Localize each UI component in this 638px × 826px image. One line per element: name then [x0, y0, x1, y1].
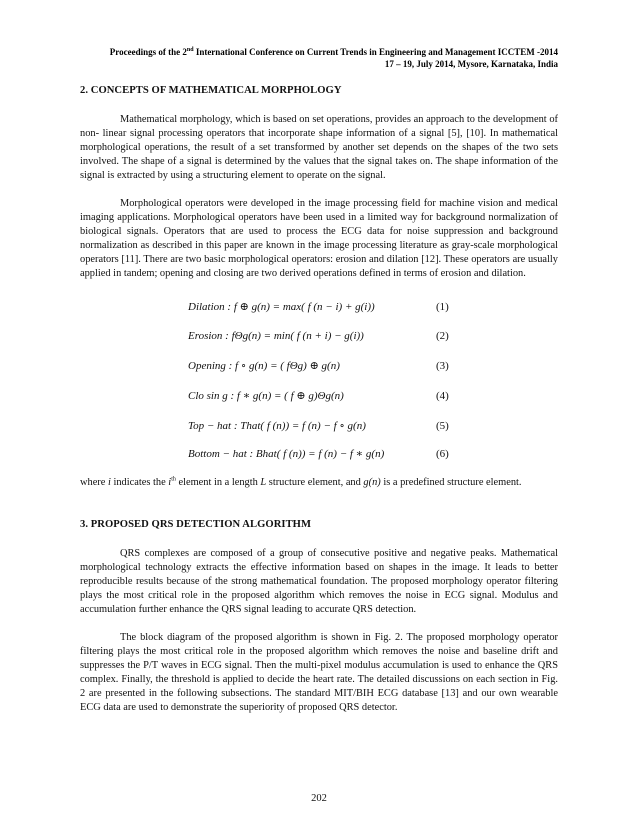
equation-number: (1) — [436, 301, 449, 313]
equation-dilation — [188, 300, 450, 314]
equation-erosion-text: Erosion : fΘg(n) = min( f (n + i) − g(i)) — [188, 330, 364, 342]
section-3-paragraph-2-text: The block diagram of the proposed algorithm is shown in Fig. 2. The proposed morphology operator filtering plays the most critical role in the proposed algorithm which removes the noise and baseline drift and suppresses the P/T waves in ECG signal. Then the multi-pixel modulus accumulation is used to enhance the QRS complex. Finally, the threshold is applied to decide the heart rate. The detailed discussions on each section in Fig. 2 are presented in the following subsections. The standard MIT/BIH ECG database [13] and our own wearable ECG data are used to demonstrate the superiority of proposed QRS detector. — [80, 632, 558, 714]
equation-bottom-hat-text: Bottom − hat : Bhat( f (n)) = f (n) − f ∗ g(n) — [188, 448, 385, 460]
equation-opening — [188, 359, 450, 373]
section-2-paragraph-2 — [80, 197, 558, 281]
equation-dilation-text: Dilation : f ⊕ g(n) = max( f (n − i) + g(i)) — [188, 301, 375, 313]
header-ordinal-suffix: nd — [186, 47, 194, 53]
equation-number: (4) — [436, 390, 449, 402]
section-3-paragraph-2 — [80, 631, 558, 715]
header-line-2: 17 – 19, July 2014, Mysore, Karnataka, India — [384, 59, 558, 69]
equation-number: (5) — [436, 420, 449, 432]
equation-number: (3) — [436, 360, 449, 372]
section-3-paragraph-1 — [80, 547, 558, 617]
equation-closing-text: Clo sin g : f ∗ g(n) = ( f ⊕ g)Θg(n) — [188, 390, 344, 402]
equation-erosion — [188, 329, 450, 343]
equation-closing — [188, 389, 450, 403]
header-line-1-text: Proceedings of the 2 — [109, 47, 187, 57]
equation-opening-text: Opening : f ∘ g(n) = ( fΘg) ⊕ g(n) — [188, 360, 340, 372]
running-header — [80, 46, 558, 70]
equation-top-hat-text: Top − hat : That( f (n)) = f (n) − f ∘ g(n) — [188, 420, 366, 432]
equation-bottom-hat — [188, 447, 450, 461]
section-2-heading: 2. CONCEPTS OF MATHEMATICAL MORPHOLOGY — [80, 85, 342, 96]
equation-explanation: where i indicates the $i^{th}$ element in a length L structure element, and g(n) is a predefined structure element. — [80, 476, 522, 488]
header-line-1-rest: International Conference on Current Trends in Engineering and Management ICCTEM -2014 — [193, 47, 558, 57]
header-line-1 — [80, 46, 558, 58]
section-2-paragraph-1-text: Mathematical morphology, which is based on set operations, provides an approach to the development of non- linear signal processing operators that incorporate shape information of a signal [5], [10]. In mathematical morphological operations, the result of a set transformed by another set depends on the shapes of the two sets involved. The shape of a signal is determined by the values that the signal takes on. The shape information of the signal is extracted by using a structuring element to operate on the signal. — [80, 114, 558, 182]
section-2-paragraph-2-text: Morphological operators were developed in the image processing field for machine vision and medical imaging applications. Morphological operators have been used in a limited way for background normalization of biological signals. Operators that are used to process the ECG data for noise suppression and background normalization as described in this paper are known in the image processing literature as gray-scale morphological operators [11]. There are two basic morphological operators: erosion and dilation [12]. These operators are usually applied in tandem; opening and closing are two derived operations defined in terms of erosion and dilation. — [80, 198, 558, 280]
equation-number: (2) — [436, 330, 449, 342]
section-3-paragraph-1-text: QRS complexes are composed of a group of consecutive positive and negative peaks. Mathematical morphological technology extracts the effective information based on shapes in the image. It leads to better reproducible results because of the strong mathematical foundation. The proposed morphology operator filtering plays the most critical role in the proposed algorithm which removes the noise in ECG signal. Modulus and accumulation further enhance the QRS signal leading to accurate QRS detection. — [80, 548, 558, 616]
equation-top-hat — [188, 419, 450, 433]
equation-number: (6) — [436, 448, 449, 460]
section-3-heading: 3. PROPOSED QRS DETECTION ALGORITHM — [80, 519, 312, 530]
section-2-paragraph-1 — [80, 113, 558, 183]
page-number: 202 — [311, 793, 327, 804]
